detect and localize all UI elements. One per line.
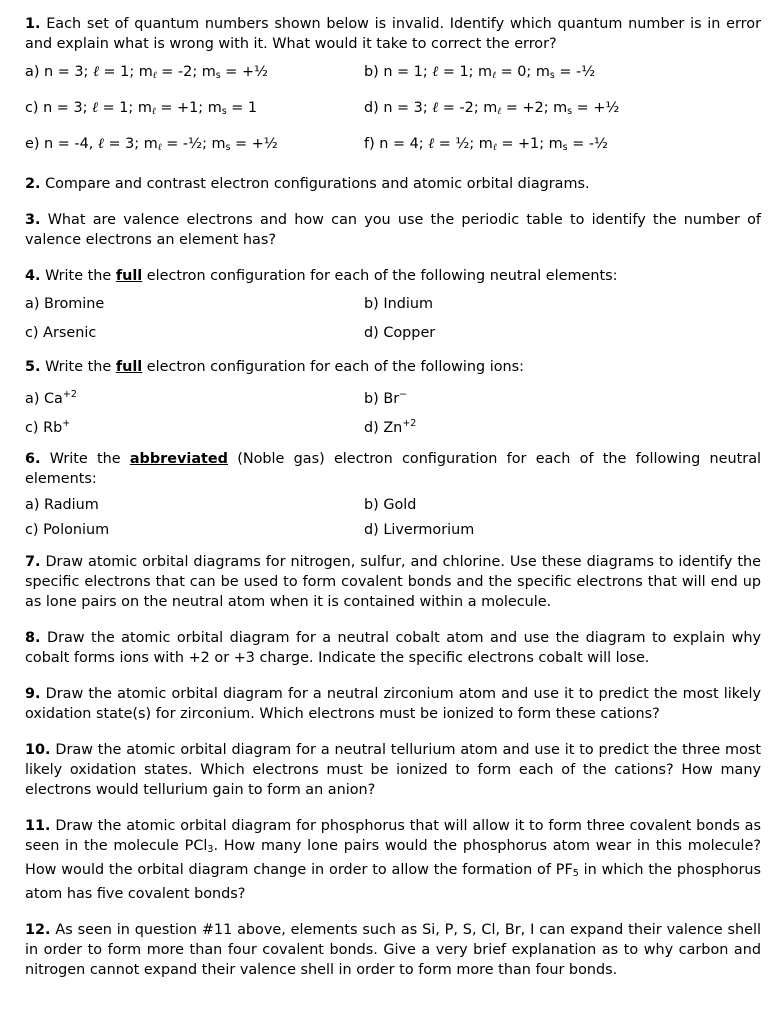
question-4: 4. Write the full electron configuration for each of the following neutral elements: xyxy=(25,268,618,284)
q4-row-2 xyxy=(25,323,761,345)
question-11: 11. Draw the atomic orbital diagram for phosphorus that will allow it to form three covalent bonds as seen in the molecule PCl$_3$. How many lone pairs would the phosphorus atom wear in this molecule? How would the orbital diagram change in order to allow the formation of $PF_5$ in which the phosphorus atom has five covalent bonds? xyxy=(25,818,761,902)
question-number: 4. xyxy=(25,268,41,284)
q1-row-cd xyxy=(25,98,761,120)
question-number: 5. xyxy=(25,359,41,375)
q5-item-c: c) Rb+ xyxy=(25,418,71,436)
q1-item-e: e) n = -4, ℓ = 3; $m_\ell$ = -½; $m_s$ = +½ xyxy=(25,136,278,153)
emphasis-abbreviated: abbreviated xyxy=(129,451,228,467)
question-text: What are valence electrons and how can you use the periodic table to identify the number of valence electrons an element has? xyxy=(25,212,762,248)
question-number: 1. xyxy=(25,16,41,32)
q6-item-d: d) Livermorium xyxy=(364,522,475,538)
question-number: 2. xyxy=(25,176,41,192)
question-text: Draw the atomic orbital diagram for a neutral zirconium atom and use it to predict the most likely oxidation state(s) for zirconium. Which electrons must be ionized to form these cations? xyxy=(25,686,761,722)
q5-row-2 xyxy=(25,414,761,436)
question-number: 11. xyxy=(25,818,51,834)
q1-item-c: c) n = 3; ℓ = 1; $m_\ell = +1$; $m_s = 1$ xyxy=(25,100,258,117)
question-number: 3. xyxy=(25,212,41,228)
q5-item-d: d) $Zn^{+2}$ xyxy=(364,418,417,436)
q4-item-b: b) Indium xyxy=(364,296,433,312)
question-text: Draw the atomic orbital diagram for a neutral cobalt atom and use the diagram to explain why cobalt forms ions with +2 or +3 charge. Indicate the specific electrons cobalt will lose. xyxy=(25,630,762,666)
q6-row-2 xyxy=(25,520,761,542)
q1-item-f: f) n = 4; ℓ = ½; $m_\ell = +1$; $m_s$ = -½ xyxy=(364,136,608,153)
q1-item-d: d) n = 3; ℓ = -2; $m_\ell = +2$; $m_s$ = +½ xyxy=(364,100,620,117)
question-3 xyxy=(25,210,761,250)
question-number: 10. xyxy=(25,742,51,758)
question-number: 12. xyxy=(25,922,51,938)
q6-item-c: c) Polonium xyxy=(25,522,110,538)
question-text: Compare and contrast electron configurations and atomic orbital diagrams. xyxy=(45,176,590,192)
q1-row-ab xyxy=(25,62,761,84)
q4-row-1 xyxy=(25,294,761,316)
question-9 xyxy=(25,684,761,724)
question-text: Draw atomic orbital diagrams for nitrogen, sulfur, and chlorine. Use these diagrams to identify the specific electrons that can be used to form covalent bonds and the specific electrons that will end up as lone pairs on the neutral atom when it is contained within a molecule. xyxy=(25,554,761,610)
question-6: 6. Write the abbreviated (Noble gas) electron configuration for each of the following neutral elements: xyxy=(25,451,762,487)
q4-item-c: c) Arsenic xyxy=(25,325,97,341)
question-number: 7. xyxy=(25,554,41,570)
q4-item-d: d) Copper xyxy=(364,325,436,341)
question-12 xyxy=(25,920,761,980)
question-8 xyxy=(25,628,761,668)
question-text: As seen in question #11 above, elements such as Si, P, S, Cl, Br, I can expand their valence shell in order to form more than four covalent bonds. Give a very brief explanation as to why carbon and nitrogen cannot expand their valence shell in order to form more than four bonds. xyxy=(25,922,761,978)
question-number: 6. xyxy=(25,451,41,467)
q5-row-1 xyxy=(25,385,761,407)
question-number: 8. xyxy=(25,630,41,646)
question-5: 5. Write the full electron configuration for each of the following ions: xyxy=(25,359,524,375)
question-1 xyxy=(25,14,761,54)
worksheet xyxy=(25,14,761,980)
q6-row-1 xyxy=(25,495,761,517)
emphasis-full: full xyxy=(115,359,143,375)
question-text: Draw the atomic orbital diagram for a neutral tellurium atom and use it to predict the three most likely oxidation states. Which electrons must be ionized to form each of the cations? How many electrons would tellurium gain to form an anion? xyxy=(25,742,761,798)
question-text: Each set of quantum numbers shown below is invalid. Identify which quantum number is in error and explain what is wrong with it. What would it take to correct the error? xyxy=(25,16,761,52)
question-10 xyxy=(25,740,761,800)
question-2 xyxy=(25,174,761,194)
emphasis-full: full xyxy=(115,268,143,284)
q5-item-a: a) $Ca^{+2}$ xyxy=(25,389,77,407)
q4-item-a: a) Bromine xyxy=(25,296,105,312)
q5-item-b: b) Br− xyxy=(364,389,408,407)
question-number: 9. xyxy=(25,686,41,702)
q6-item-a: a) Radium xyxy=(25,497,99,513)
q1-item-a: a) n = 3; ℓ = 1; $m_\ell = -2$; $m_s$ = +½ xyxy=(25,64,268,81)
q6-item-b: b) Gold xyxy=(364,497,417,513)
q1-item-b: b) n = 1; ℓ = 1; $m_\ell = 0$; $m_s$ = -½ xyxy=(364,64,596,81)
question-7 xyxy=(25,552,761,612)
q1-row-ef xyxy=(25,134,761,156)
